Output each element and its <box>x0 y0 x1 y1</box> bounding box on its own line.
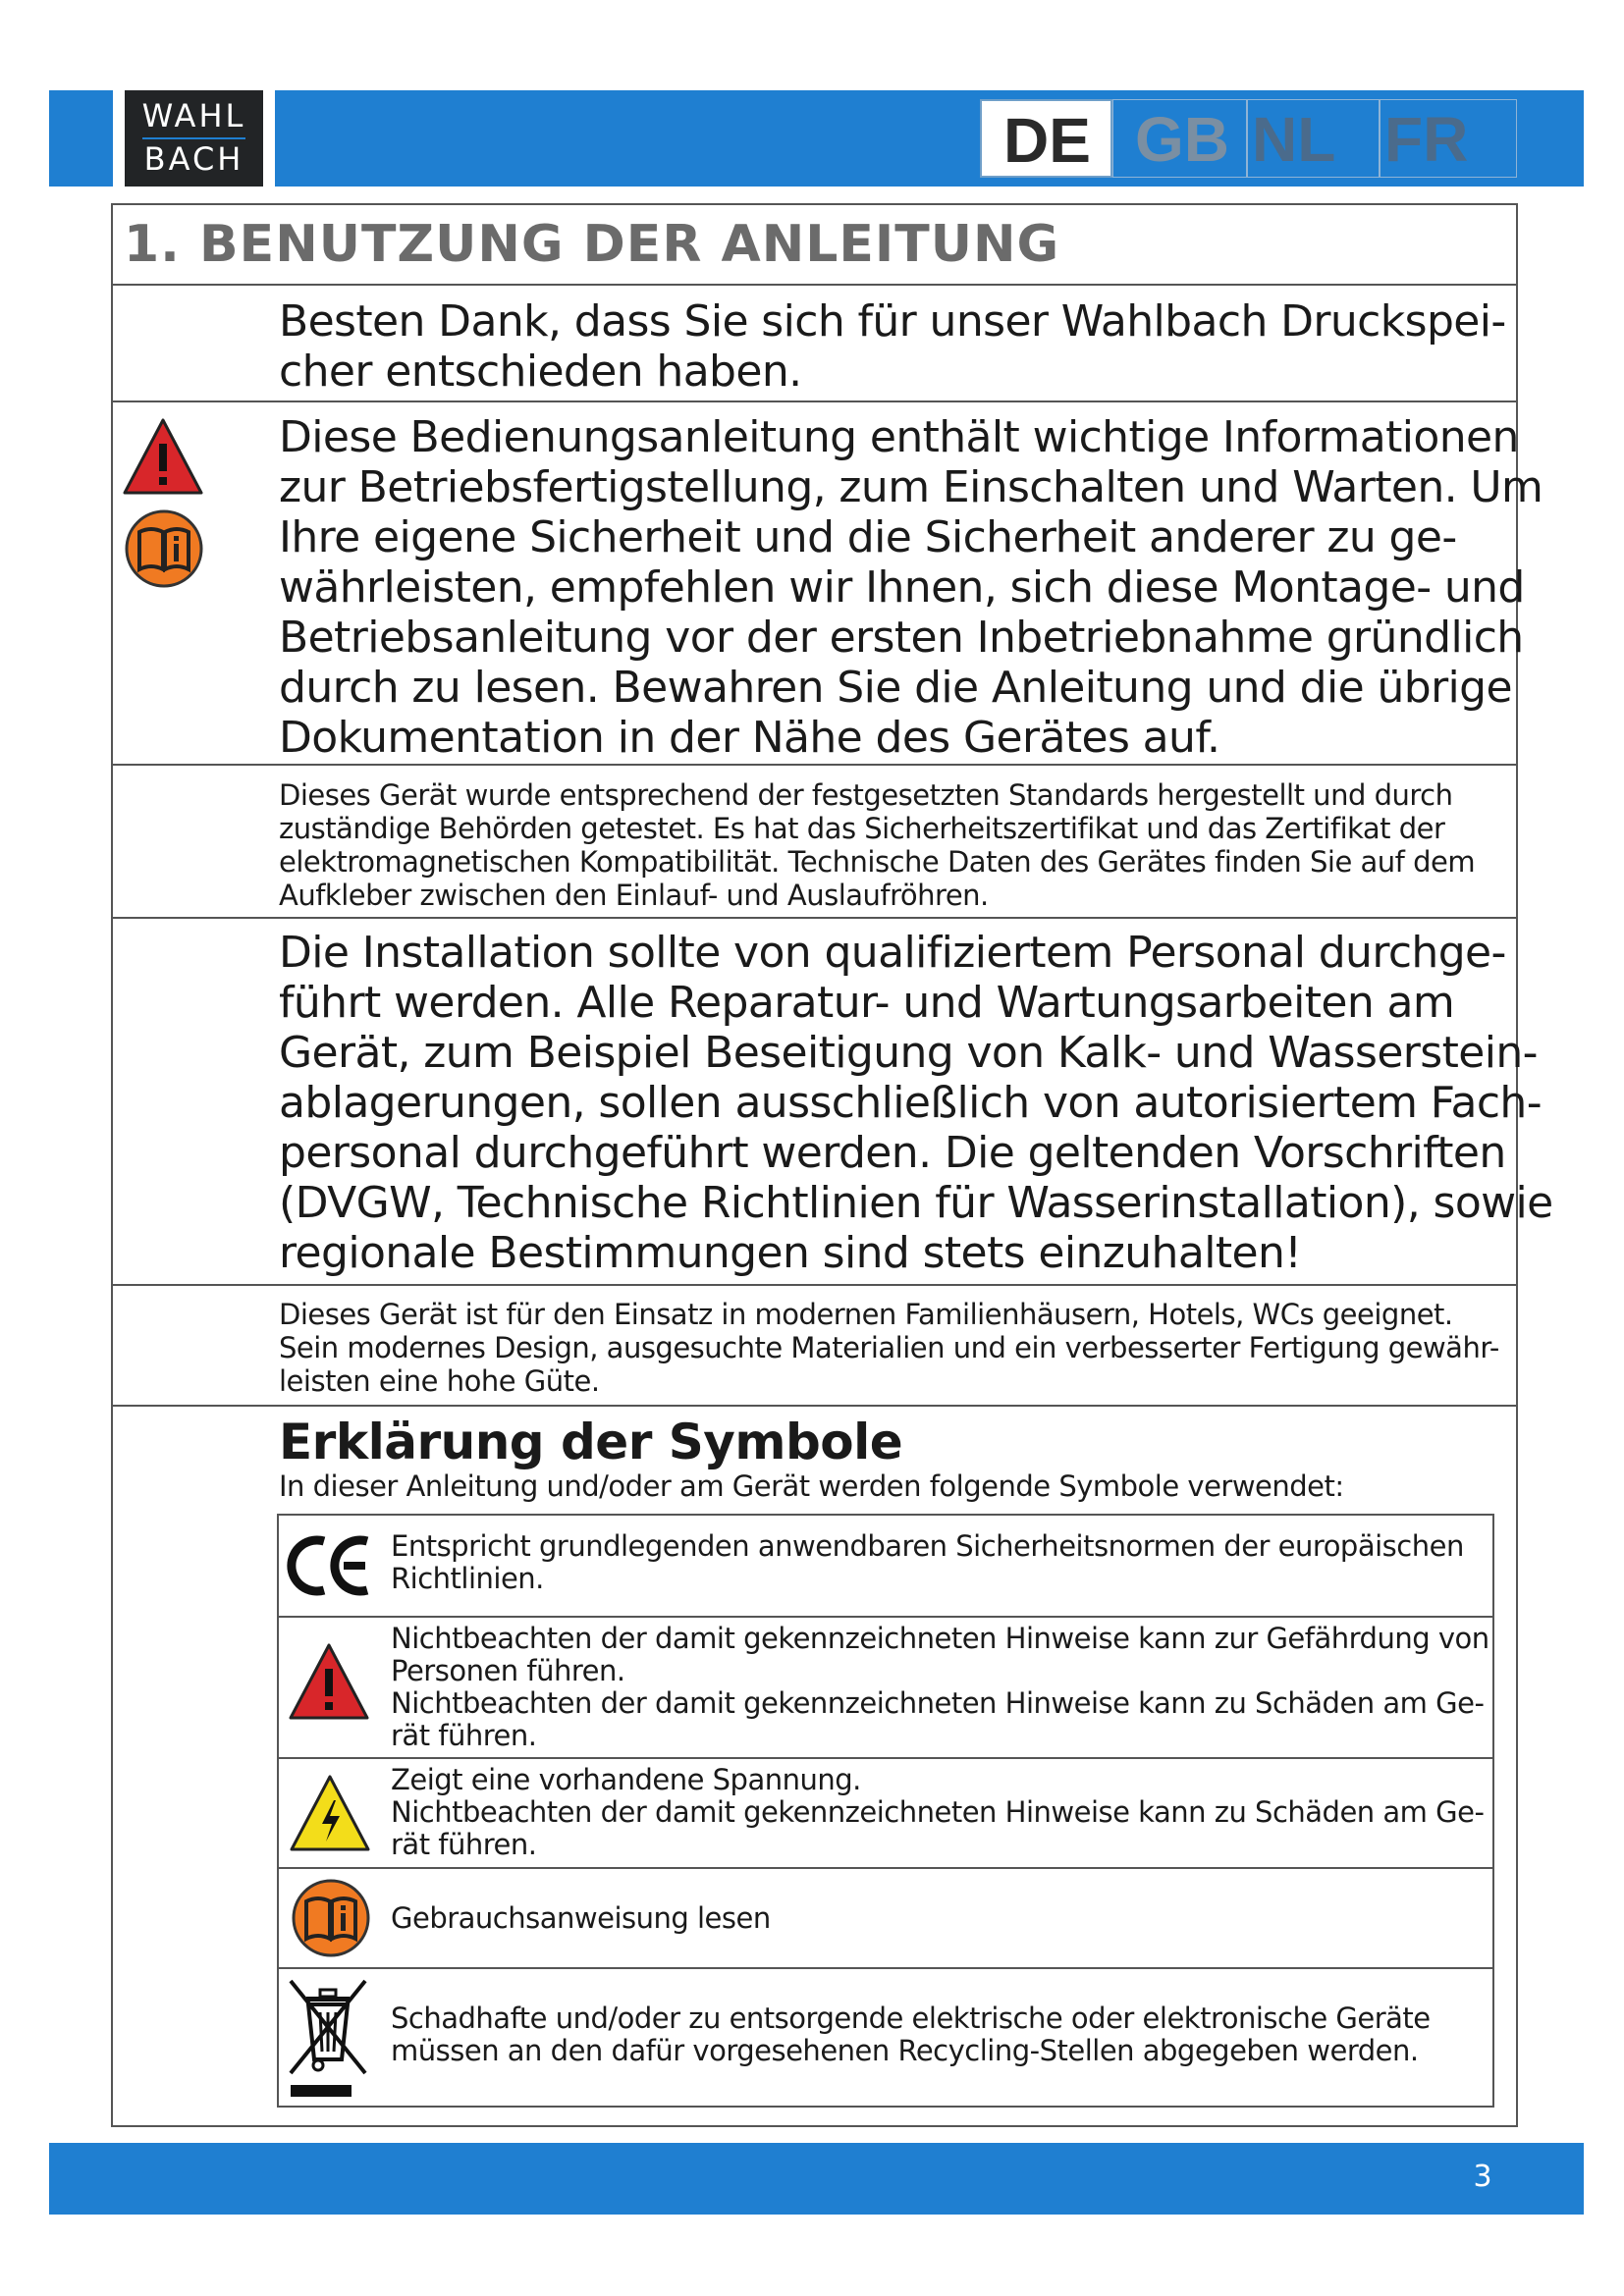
text-line: Aufkleber zwischen den Einlauf- und Auslaufröhren. <box>279 879 989 912</box>
text-line: leisten eine hohe Güte. <box>279 1364 600 1398</box>
table-row <box>391 1902 1490 1935</box>
table-row-divider <box>277 1616 1494 1618</box>
divider <box>111 1284 1518 1286</box>
warning-triangle-icon <box>122 416 204 499</box>
table-row <box>391 1530 1490 1595</box>
text-line: rät führen. <box>391 1828 537 1861</box>
table-row-divider <box>277 1967 1494 1969</box>
text-line: zuständige Behörden getestet. Es hat das Sicherheitszertifikat und das Zertifikat der <box>279 812 1445 845</box>
table-row-divider <box>277 1867 1494 1869</box>
logo-line-2: BACH <box>143 140 244 178</box>
text-line: Zeigt eine vorhandene Spannung. <box>391 1763 861 1796</box>
symbols-title: Erklärung der Symbole <box>279 1414 903 1470</box>
text-line: ablagerungen, sollen ausschließlich von autorisiertem Fach- <box>279 1078 1542 1128</box>
text-line: Dieses Gerät wurde entsprechend der festgesetzten Standards hergestellt und durch <box>279 778 1453 812</box>
text-line: führt werden. Alle Reparatur- und Wartungsarbeiten am <box>279 978 1455 1028</box>
text-line: Nichtbeachten der damit gekennzeichneten Hinweise kann zur Gefährdung von <box>391 1622 1489 1655</box>
text-line: Schadhafte und/oder zu entsorgende elektrische oder elektronische Geräte <box>391 2002 1431 2035</box>
brand-logo <box>113 90 275 187</box>
text-line: Richtlinien. <box>391 1562 544 1595</box>
installation-paragraph <box>279 928 1553 1278</box>
standards-paragraph <box>279 778 1516 912</box>
table-row <box>391 2002 1490 2067</box>
text-line: Sein modernes Design, ausgesuchte Materialien und ein verbesserter Fertigung gewähr- <box>279 1331 1499 1364</box>
divider <box>111 917 1518 919</box>
usage-paragraph <box>279 1298 1516 1398</box>
text-line: personal durchgeführt werden. Die geltenden Vorschriften <box>279 1128 1506 1178</box>
text-line: Besten Dank, dass Sie sich für unser Wahlbach Druckspei- <box>279 296 1506 347</box>
divider <box>111 764 1518 766</box>
text-line: müssen an den dafür vorgesehenen Recycling-Stellen abgegeben werden. <box>391 2034 1419 2067</box>
manual-book-icon <box>124 508 204 589</box>
text-line: Nichtbeachten der damit gekennzeichneten Hinweise kann zu Schäden am Ge- <box>391 1686 1485 1720</box>
text-line: Nichtbeachten der damit gekennzeichneten Hinweise kann zu Schäden am Ge- <box>391 1795 1485 1829</box>
text-line: durch zu lesen. Bewahren Sie die Anleitung und die übrige <box>279 663 1512 713</box>
ce-mark-icon <box>285 1533 375 1598</box>
text-line: Entspricht grundlegenden anwendbaren Sicherheitsnormen der europäischen <box>391 1529 1464 1563</box>
language-tab-nl[interactable]: NL <box>1247 99 1380 178</box>
divider <box>111 284 1518 286</box>
text-line: Diese Bedienungsanleitung enthält wichtige Informationen <box>279 412 1519 462</box>
language-tab-gb[interactable]: GB <box>1112 99 1247 178</box>
text-line: cher entschieden haben. <box>279 347 802 397</box>
high-voltage-icon <box>289 1773 371 1855</box>
text-line: Ihre eigene Sicherheit und die Sicherheit anderer zu ge- <box>279 512 1457 562</box>
warning-triangle-icon <box>287 1641 371 1724</box>
logo-line-1: WAHL <box>141 97 246 134</box>
table-row <box>391 1764 1490 1861</box>
section-title: 1. BENUTZUNG DER ANLEITUNG <box>124 215 1060 274</box>
text-line: Gebrauchsanweisung lesen <box>391 1901 771 1935</box>
language-tab-de[interactable]: DE <box>980 99 1112 178</box>
manual-paragraph <box>279 412 1543 763</box>
text-line: elektromagnetischen Kompatibilität. Technische Daten des Gerätes finden Sie auf dem <box>279 845 1476 879</box>
text-line: (DVGW, Technische Richtlinien für Wasserinstallation), sowie <box>279 1178 1553 1228</box>
text-line: Die Installation sollte von qualifiziertem Personal durchge- <box>279 928 1506 978</box>
table-row-divider <box>277 1757 1494 1759</box>
page-number: 3 <box>1473 2160 1492 2194</box>
manual-book-icon <box>291 1878 371 1958</box>
language-tab-fr[interactable]: FR <box>1380 99 1517 178</box>
text-line: Personen führen. <box>391 1654 625 1687</box>
text-line: währleisten, empfehlen wir Ihnen, sich diese Montage- und <box>279 562 1525 613</box>
text-line: rät führen. <box>391 1719 537 1752</box>
text-line: zur Betriebsfertigstellung, zum Einschalten und Warten. Um <box>279 462 1543 512</box>
divider <box>111 1405 1518 1407</box>
text-line: Gerät, zum Beispiel Beseitigung von Kalk- und Wasserstein- <box>279 1028 1538 1078</box>
footer-bar <box>49 2143 1584 2215</box>
thanks-paragraph <box>279 296 1516 397</box>
weee-bin-icon <box>285 1975 371 2101</box>
table-row <box>391 1623 1490 1752</box>
symbols-intro: In dieser Anleitung und/oder am Gerät werden folgende Symbole verwendet: <box>279 1469 1344 1503</box>
text-line: regionale Bestimmungen sind stets einzuhalten! <box>279 1228 1302 1278</box>
divider <box>111 400 1518 402</box>
text-line: Dokumentation in der Nähe des Gerätes auf. <box>279 713 1220 763</box>
text-line: Dieses Gerät ist für den Einsatz in modernen Familienhäusern, Hotels, WCs geeignet. <box>279 1298 1453 1331</box>
text-line: Betriebsanleitung vor der ersten Inbetriebnahme gründlich <box>279 613 1524 663</box>
